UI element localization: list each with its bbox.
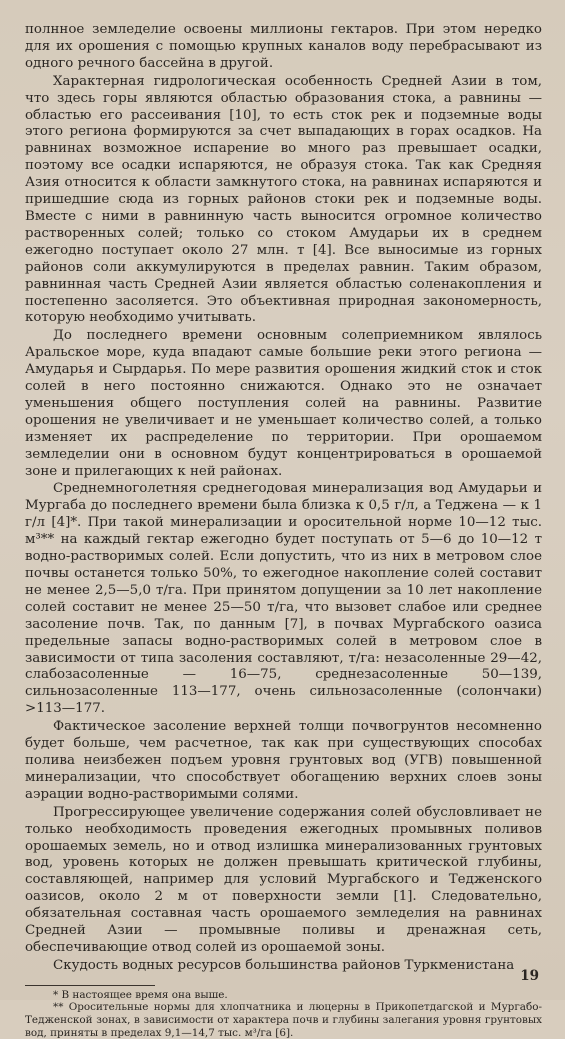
paragraph-2: Характерная гидрологическая особенность Средней Азии в том, что здесь горы являются областью образования стока, а равнины — областью его рассеивания [10], то есть сток рек и подземные воды этого региона формируются за счет выпадающих в горах осадков. На равнинах возможное испарение во много раз превышает осадки, поэтому все осадки испаряются, не образуя стока. Так как Средняя Азия относится к области замкнутого стока, на равнинах испаряются и пришедшие сюда из горных районов стоки рек и подземные воды. Вместе с ними в равнинную часть выносится огромное количество растворенных солей; только со стоком Амударьи их в среднем ежегодно поступает около 27 млн. т [4]. Все выносимые из горных районов соли аккумулируются в пределах равнин. Таким образом, равнинная часть Средней Азии является областью соленакопления и постепенно засоляется. Это объективная природная закономерность, которую необходимо учитывать. bbox=[25, 73, 542, 326]
paragraph-1: полнное земледелие освоены миллионы гектаров. При этом нередко для их орошения с помощью крупных каналов воду перебрасывают из одного речного бассейна в другой. bbox=[25, 22, 542, 71]
paragraph-5: Фактическое засоление верхней толщи почвогрунтов несомненно будет больше, чем расчетное, так как при существующих способах полива неизбежен подъем уровня грунтовых вод (УГВ) повышенной минерализации, что способствует обогащению верхних слоев зоны аэрации водно-растворимыми солями. bbox=[25, 719, 542, 802]
page-number: 19 bbox=[520, 968, 539, 984]
paragraph-3: До последнего времени основным солеприемником являлось Аральское море, куда впадают самые большие реки этого региона — Амударья и Сырдарья. По мере развития орошения жидкий сток и сток солей в него постоянно снижаются. Однако это не означает уменьшения общего поступления солей на равнины. Развитие орошения не увеличивает и не уменьшает количество солей, а только изменяет их распределение по территории. При орошаемом земледелии они в основном будут концентрироваться в орошаемой зоне и прилегающих к ней районах. bbox=[25, 328, 542, 479]
paragraph-4: Среднемноголетняя среднегодовая минерализация вод Амударьи и Мургаба до последнего времени была близка к 0,5 г/л, а Теджена — к 1 г/л [4]*. При такой минерализации и оросительной норме 10—12 тыс. м³** на каждый гектар ежегодно будет поступать от 5—6 до 10—12 т водно-растворимых солей. Если допустить, что из них в метровом слое почвы останется только 50%, то ежегодное накопление солей составит не менее 2,5—5,0 т/га. При принятом допущении за 10 лет накопление солей составит не менее 25—50 т/га, что вызовет слабое или среднее засоление почв. Так, по данным [7], в почвах Мургабского оазиса предельные запасы водно-растворимых солей в метровом слое в зависимости от типа засоления составляют, т/га: незасоленные 29—42, слабозасоленные — 16—75, среднезасоленные 50—139, сильнозасоленные 113—177, очень сильнозасоленные (солончаки) >113—177. bbox=[25, 481, 542, 717]
footnote-1: * В настоящее время она выше. bbox=[53, 988, 228, 1001]
footnote-divider bbox=[25, 985, 155, 986]
footnote-2: ** Оросительные нормы для хлопчатника и люцерны в Прикопетдагской и Мургабо-Тедженской зонах, в зависимости от характера почв и глубины залегания уровня грунтовых вод, приняты в пределах 9,1—14,7 тыс. м³/га [6]. bbox=[25, 1001, 542, 1039]
body-text bbox=[25, 22, 542, 975]
paragraph-6: Прогрессирующее увеличение содержания солей обусловливает не только необходимость проведения ежегодных промывных поливов орошаемых земель, но и отвод излишка минерализованных грунтовых вод, уровень которых не должен превышать критической глубины, составляющей, например для условий Мургабского и Тедженского оазисов, около 2 м от поверхности земли [1]. Следовательно, обязательная составная часть орошаемого земледелия на равнинах Средней Азии — промывные поливы и дренажная сеть, обеспечивающие отвод солей из орошаемой зоны. bbox=[25, 804, 542, 955]
paragraph-7: Скудость водных ресурсов большинства районов Туркменистана bbox=[53, 957, 515, 973]
footnotes bbox=[25, 989, 542, 1039]
